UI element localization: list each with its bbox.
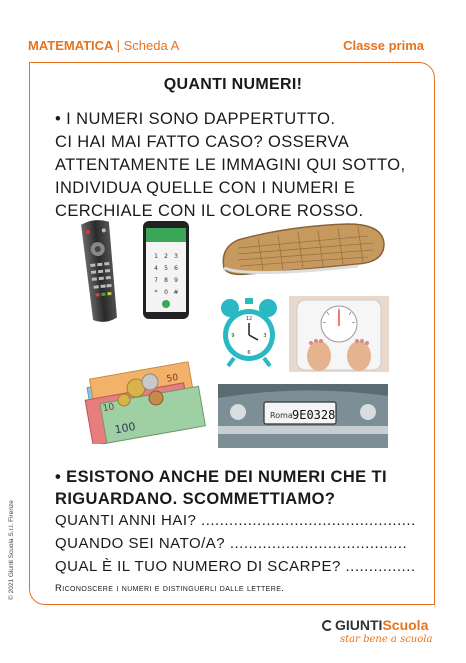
question-birth [55, 535, 407, 552]
brand-name: GIUNTI [335, 617, 383, 633]
intro-line: INDIVIDUA QUELLE CON I NUMERI E [55, 179, 356, 197]
svg-text:8: 8 [164, 277, 168, 284]
copyright-note: © 2021 Giunti Scuola S.r.l. Firenze [8, 500, 15, 600]
svg-text:9: 9 [174, 277, 178, 284]
svg-text:*: * [154, 289, 158, 296]
question-shoe-label: QUAL È IL TUO NUMERO DI SCARPE? [55, 558, 341, 575]
question-age-label: QUANTI ANNI HAI? [55, 512, 197, 529]
intro-line: • I NUMERI SONO DAPPERTUTTO. [55, 110, 336, 128]
tv-remote-image [78, 219, 122, 325]
question-shoe [55, 558, 416, 575]
svg-text:2: 2 [164, 253, 168, 260]
grade-label: Classe prima [343, 38, 424, 53]
question-shoe-answer-line[interactable]: ............... [345, 558, 416, 575]
svg-text:#: # [173, 289, 179, 296]
question-intro-line: • ESISTONO ANCHE DEI NUMERI CHE TI [55, 468, 387, 486]
svg-text:6: 6 [174, 265, 178, 272]
intro-line: CERCHIALE CON IL COLORE ROSSO. [55, 202, 364, 220]
question-birth-label: QUANDO SEI NATO/A? [55, 535, 226, 552]
plate-prefix-text: Roma [270, 411, 293, 420]
bathroom-scale-image [289, 296, 389, 372]
intro-text [55, 108, 415, 223]
sheet-label: Scheda A [123, 38, 180, 53]
intro-line: ATTENTAMENTE LE IMMAGINI QUI SOTTO, [55, 156, 406, 174]
svg-text:10: 10 [102, 402, 116, 415]
svg-text:7: 7 [154, 277, 158, 284]
svg-text:0: 0 [164, 289, 168, 296]
page-title: QUANTI NUMERI! [163, 76, 303, 93]
subject-label [28, 38, 179, 53]
question-age [55, 512, 416, 529]
learning-objective: Riconoscere i numeri e distinguerli dalle lettere. [55, 583, 285, 594]
svg-text:100: 100 [113, 419, 137, 437]
question-intro [55, 466, 425, 510]
giunti-logo-icon [322, 620, 333, 631]
svg-text:3: 3 [174, 253, 178, 260]
svg-text:50: 50 [165, 372, 179, 385]
svg-text:9: 9 [231, 333, 235, 339]
svg-text:12: 12 [245, 316, 253, 322]
svg-text:3: 3 [263, 333, 267, 339]
question-intro-line: RIGUARDANO. SCOMMETTIAMO? [55, 490, 336, 508]
shoe-sole-image [218, 218, 386, 276]
car-license-plate-image [218, 384, 388, 448]
svg-text:1: 1 [154, 253, 158, 260]
publisher-logo [322, 617, 428, 633]
brand-accent: Scuola [382, 617, 429, 633]
euro-money-image [80, 356, 208, 444]
plate-number-text: 9E0328 [292, 408, 336, 422]
brand-tagline: star bene a scuola [340, 634, 433, 645]
page-header [28, 38, 424, 56]
smartphone-image [142, 220, 190, 320]
svg-text:5: 5 [164, 265, 168, 272]
header-separator: | [116, 38, 120, 53]
svg-text:6: 6 [247, 350, 251, 356]
intro-line: CI HAI MAI FATTO CASO? OSSERVA [55, 133, 350, 151]
svg-text:4: 4 [154, 265, 158, 272]
question-birth-answer-line[interactable]: ...................................... [229, 535, 408, 552]
question-age-answer-line[interactable]: .............................................. [201, 512, 416, 529]
subject-name: MATEMATICA [28, 38, 113, 53]
alarm-clock-image [218, 296, 280, 368]
